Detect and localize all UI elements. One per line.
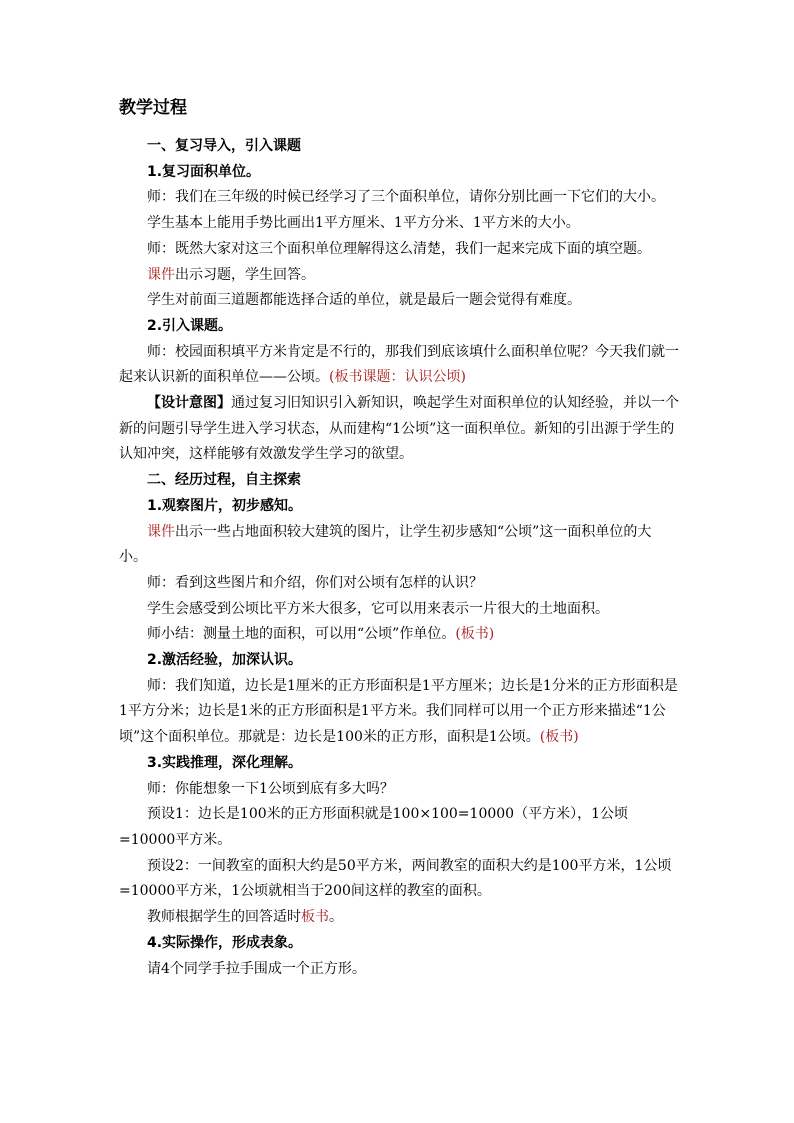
paragraph bbox=[119, 340, 679, 391]
subsection-heading-1-2: 2.引入课题。 bbox=[147, 317, 233, 334]
paragraph: 师：我们在三年级的时候已经学习了三个面积单位，请你分别比画一下它们的大小。 bbox=[147, 189, 665, 206]
page-title: 教学过程 bbox=[119, 98, 187, 118]
paragraph bbox=[119, 674, 679, 751]
paragraph-text: 师小结：测量土地的面积，可以用“公顷”作单位。 bbox=[147, 626, 456, 643]
courseware-note: 课件 bbox=[147, 266, 175, 283]
section-heading-1: 一、复习导入，引入课题 bbox=[147, 138, 301, 154]
paragraph: 学生会感受到公顷比平方米大很多，它可以用来表示一片很大的土地面积。 bbox=[147, 600, 609, 617]
board-note: 板书 bbox=[301, 909, 329, 926]
paragraph-text: 出示一些占地面积较大建筑的图片，让学生初步感知“公顷”这一面积单位的大小。 bbox=[119, 523, 652, 566]
section-heading-2: 二、经历过程，自主探索 bbox=[147, 472, 301, 489]
paragraph-text: 出示习题，学生回答。 bbox=[175, 266, 315, 283]
paragraph: 预设2：一间教室的面积大约是50平方米，两间教室的面积大约是100平方米，1公顷=10000平方米，1公顷就相当于200间这样的教室的面积。 bbox=[119, 857, 672, 900]
subsection-heading-2-4: 4.实际操作，形成表象。 bbox=[147, 934, 303, 951]
document-body bbox=[119, 96, 679, 982]
board-note: (板书) bbox=[539, 729, 579, 746]
paragraph bbox=[119, 263, 679, 289]
paragraph: 师：既然大家对这三个面积单位理解得这么清楚，我们一起来完成下面的填空题。 bbox=[147, 240, 651, 257]
paragraph: 预设1：边长是100米的正方形面积就是100×100=10000（平方米），1公顷=10000平方米。 bbox=[119, 806, 628, 848]
board-note: (板书课题：认识公顷) bbox=[329, 369, 466, 386]
subsection-heading-2-2: 2.激活经验，加深认识。 bbox=[147, 652, 303, 669]
paragraph bbox=[119, 905, 679, 931]
paragraph-text: 。 bbox=[329, 909, 343, 926]
courseware-note: 课件 bbox=[147, 523, 175, 540]
design-intent-label: 【设计意图】 bbox=[147, 395, 231, 412]
paragraph: 师：你能想象一下1公顷到底有多大吗？ bbox=[147, 780, 394, 797]
paragraph-text: 师：我们知道，边长是1厘米的正方形面积是1平方厘米；边长是1分米的正方形面积是1平方分米；边长是1米的正方形面积是1平方米。我们同样可以用一个正方形来描述“1公顷”这个面积单位。那就是：边长是100米的正方形，面积是1公顷。 bbox=[119, 677, 678, 746]
subsection-heading-2-1: 1.观察图片，初步感知。 bbox=[147, 497, 303, 514]
subsection-heading-1-1: 1.复习面积单位。 bbox=[147, 163, 261, 180]
board-note: (板书) bbox=[455, 626, 495, 643]
paragraph: 请4个同学手拉手围成一个正方形。 bbox=[147, 960, 366, 977]
paragraph: 学生基本上能用手势比画出1平方厘米、1平方分米、1平方米的大小。 bbox=[147, 215, 580, 232]
paragraph bbox=[119, 622, 679, 648]
paragraph: 师：看到这些图片和介绍，你们对公顷有怎样的认识？ bbox=[147, 574, 483, 591]
paragraph-text: 师：校园面积填平方米肯定是不行的，那我们到底该填什么面积单位呢？今天我们就一起来认识新的面积单位——公顷。 bbox=[119, 343, 679, 386]
paragraph-text: 教师根据学生的回答适时 bbox=[147, 909, 301, 926]
paragraph bbox=[119, 520, 679, 571]
paragraph: 学生对前面三道题都能选择合适的单位，就是最后一题会觉得有难度。 bbox=[147, 292, 581, 309]
design-intent-paragraph bbox=[119, 391, 679, 468]
paragraph-text: 通过复习旧知识引入新知识，唤起学生对面积单位的认知经验，并以一个新的问题引导学生进入学习状态，从而建构“1公顷”这一面积单位。新知的引出源于学生的认知冲突，这样能够有效激发学生学习的欲望。 bbox=[119, 395, 679, 463]
subsection-heading-2-3: 3.实践推理，深化理解。 bbox=[147, 754, 303, 771]
